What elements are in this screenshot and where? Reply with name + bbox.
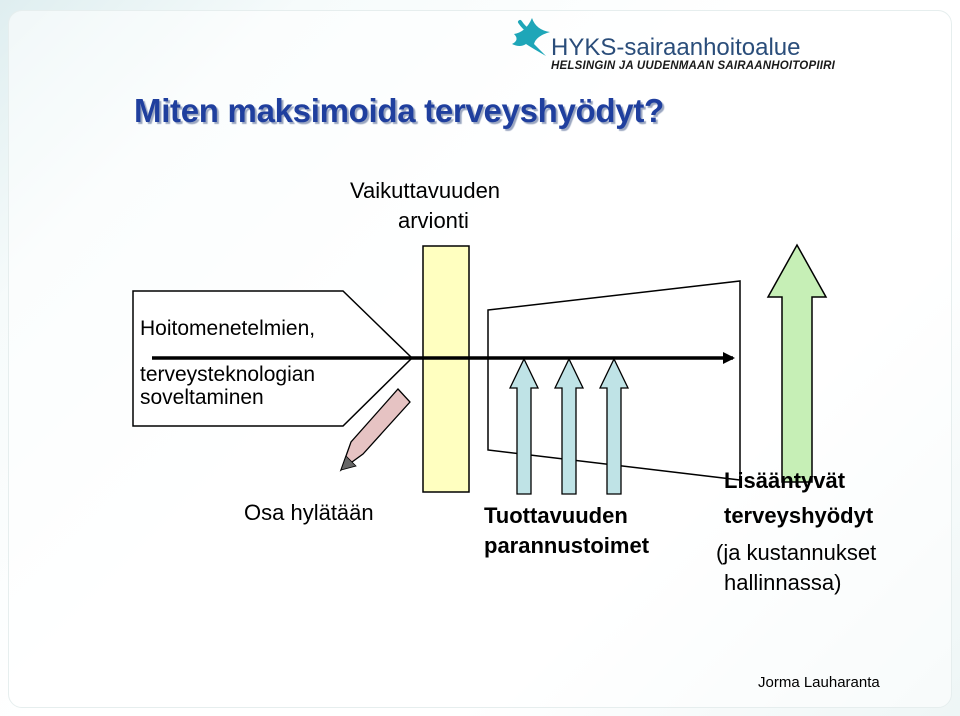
evaluation-label-line2: arvionti <box>398 208 469 233</box>
input-label-line2: terveysteknologian <box>140 363 316 386</box>
logo-subtitle: HELSINGIN JA UUDENMAAN SAIRAANHOITOPIIRI <box>551 60 836 72</box>
gains-label-line3: (ja kustannukset <box>716 540 877 565</box>
author-name: Jorma Lauharanta <box>758 674 880 691</box>
gains-label-line2: terveyshyödyt <box>724 503 874 528</box>
input-label-line1: Hoitomenetelmien, <box>140 317 316 340</box>
evaluation-bar <box>423 246 469 492</box>
productivity-label-line1: Tuottavuuden <box>484 503 628 528</box>
rejected-label: Osa hylätään <box>244 500 374 525</box>
evaluation-label-line1: Vaikuttavuuden <box>350 178 501 203</box>
productivity-label-line2: parannustoimet <box>484 533 650 558</box>
page-title: Miten maksimoida terveyshyödyt? <box>134 92 664 129</box>
logo-name: HYKS-sairaanhoitoalue <box>551 34 801 61</box>
gains-label-line4: hallinnassa) <box>724 570 842 595</box>
gains-label-line1: Lisääntyvät <box>724 468 846 493</box>
health-gains-up-arrow-icon <box>768 245 826 482</box>
input-label-line3: soveltaminen <box>140 386 264 409</box>
